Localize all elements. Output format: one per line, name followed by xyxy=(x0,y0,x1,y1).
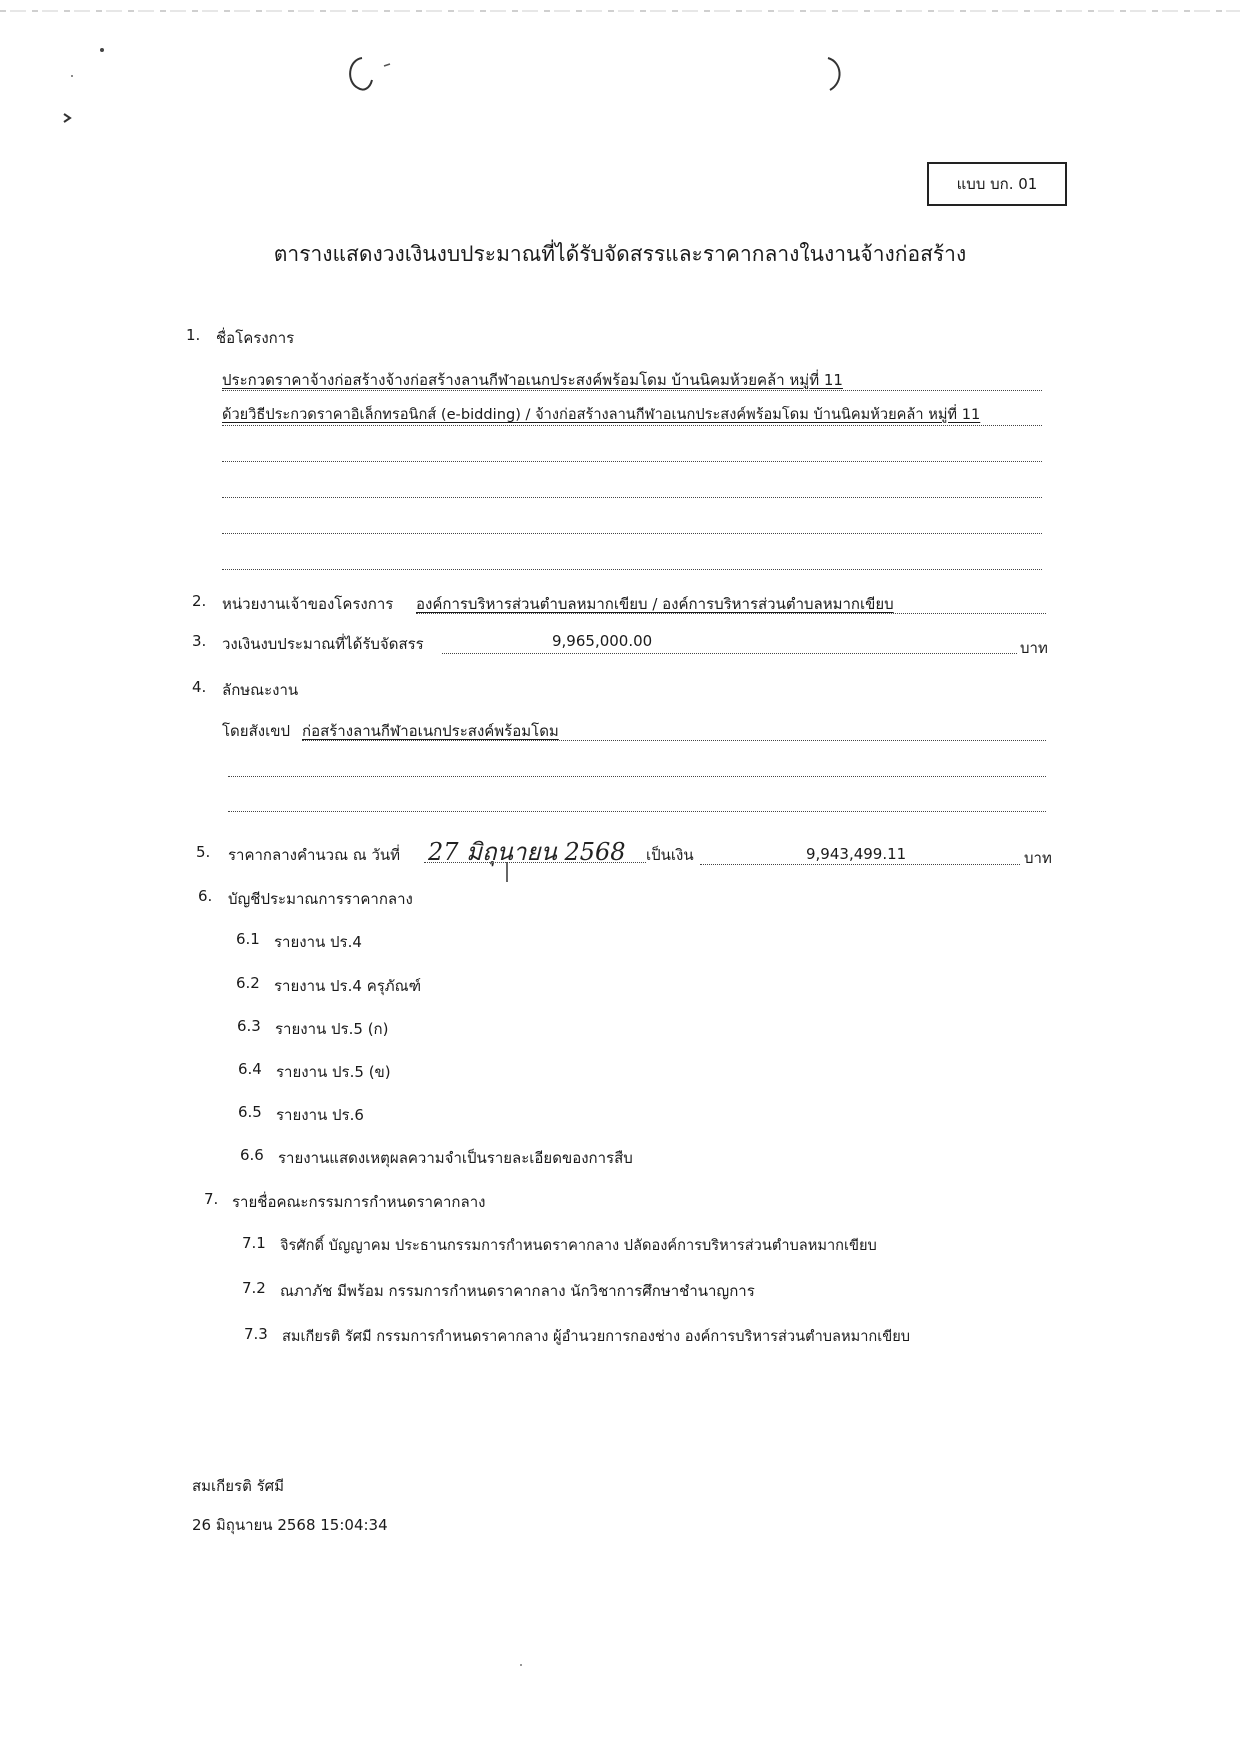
committee-item-text: ณภาภัช มีพร้อม กรรมการกำหนดราคากลาง นักวิชาการศึกษาชำนาญการ xyxy=(280,1282,755,1300)
section-1-label: ชื่อโครงการ xyxy=(216,329,295,347)
list-item-text: รายงาน ปร.4 ครุภัณฑ์ xyxy=(274,977,422,995)
dotted-line xyxy=(222,390,1042,391)
scan-specks xyxy=(58,44,118,134)
committee-item-number: 7.3 xyxy=(244,1325,268,1343)
list-item-number: 6.4 xyxy=(238,1060,262,1078)
document-title: ตารางแสดงวงเงินงบประมาณที่ได้รับจัดสรรและราคากลางในงานจ้างก่อสร้าง xyxy=(273,242,967,266)
section-5-label: ราคากลางคำนวณ ณ วันที่ xyxy=(228,846,401,864)
work-description: ก่อสร้างลานกีฬาอเนกประสงค์พร้อมโดม xyxy=(302,722,559,740)
list-item-number: 6.6 xyxy=(240,1146,264,1164)
section-6-number: 6. xyxy=(198,887,213,905)
project-owner-value: องค์การบริหารส่วนตำบลหมากเขียบ / องค์การบริหารส่วนตำบลหมากเขียบ xyxy=(416,595,894,613)
scan-edge-artifact xyxy=(0,10,1240,12)
median-price-amount: 9,943,499.11 xyxy=(806,845,907,863)
section-4-label: ลักษณะงาน xyxy=(222,681,299,699)
project-name-line-1: ประกวดราคาจ้างก่อสร้างจ้างก่อสร้างลานกีฬาอเนกประสงค์พร้อมโดม บ้านนิคมห้วยคล้า หมู่ที่ 11 xyxy=(222,371,843,389)
signer-name: สมเกียรติ รัศมี xyxy=(192,1477,285,1495)
dotted-line xyxy=(222,569,1042,570)
list-item-text: รายงาน ปร.5 (ก) xyxy=(275,1020,389,1038)
dotted-line xyxy=(222,497,1042,498)
dotted-line xyxy=(222,533,1042,534)
dotted-line xyxy=(222,425,1042,426)
list-item-text: รายงาน ปร.4 xyxy=(274,933,362,951)
pen-stroke xyxy=(504,862,510,884)
hole-punch-mark-right xyxy=(816,52,856,98)
section-4-sub-label: โดยสังเขป xyxy=(222,722,290,740)
amount-label: เป็นเงิน xyxy=(646,846,694,864)
list-item-number: 6.3 xyxy=(237,1017,261,1035)
committee-item-number: 7.1 xyxy=(242,1234,266,1252)
dotted-line xyxy=(700,864,1020,865)
section-7-number: 7. xyxy=(204,1190,219,1208)
dotted-line xyxy=(222,461,1042,462)
budget-amount: 9,965,000.00 xyxy=(552,632,653,650)
dotted-line xyxy=(228,776,1046,777)
project-name-line-2: ด้วยวิธีประกวดราคาอิเล็กทรอนิกส์ (e-bidding) / จ้างก่อสร้างลานกีฬาอเนกประสงค์พร้อมโดม บ้านนิคมห้วยคล้า หมู่ที่ 11 xyxy=(222,406,981,423)
list-item-number: 6.2 xyxy=(236,974,260,992)
list-item-text: รายงาน ปร.6 xyxy=(276,1106,364,1124)
section-2-number: 2. xyxy=(192,592,207,610)
median-price-unit: บาท xyxy=(1024,849,1052,867)
section-2-label: หน่วยงานเจ้าของโครงการ xyxy=(222,595,394,613)
dotted-line xyxy=(416,613,1046,614)
section-1-number: 1. xyxy=(186,326,201,344)
budget-unit: บาท xyxy=(1020,639,1048,657)
dotted-line xyxy=(228,811,1046,812)
section-3-number: 3. xyxy=(192,632,207,650)
committee-item-text: สมเกียรติ รัศมี กรรมการกำหนดราคากลาง ผู้อำนวยการกองช่าง องค์การบริหารส่วนตำบลหมากเขียบ xyxy=(282,1328,911,1345)
scan-speck xyxy=(518,1662,524,1668)
section-7-label: รายชื่อคณะกรรมการกำหนดราคากลาง xyxy=(232,1193,486,1211)
section-4-number: 4. xyxy=(192,678,207,696)
dotted-line xyxy=(442,653,1017,654)
form-code-box: แบบ บก. 01 xyxy=(927,162,1067,206)
dotted-line xyxy=(302,740,1046,741)
dotted-line xyxy=(424,862,646,863)
section-5-number: 5. xyxy=(196,843,211,861)
section-6-label: บัญชีประมาณการราคากลาง xyxy=(228,890,413,908)
print-timestamp: 26 มิถุนายน 2568 15:04:34 xyxy=(192,1516,388,1534)
committee-item-text: จิรศักดิ์ บัญญาคม ประธานกรรมการกำหนดราคากลาง ปลัดองค์การบริหารส่วนตำบลหมากเขียบ xyxy=(280,1237,877,1254)
handwritten-date: 27 มิถุนายน 2568 xyxy=(428,838,626,866)
list-item-number: 6.5 xyxy=(238,1103,262,1121)
list-item-text: รายงาน ปร.5 (ข) xyxy=(276,1063,391,1081)
committee-item-number: 7.2 xyxy=(242,1279,266,1297)
list-item-text: รายงานแสดงเหตุผลความจำเป็นรายละเอียดของการสืบ xyxy=(278,1149,633,1167)
hole-punch-mark-left xyxy=(340,52,400,98)
section-3-label: วงเงินงบประมาณที่ได้รับจัดสรร xyxy=(222,635,424,653)
list-item-number: 6.1 xyxy=(236,930,260,948)
